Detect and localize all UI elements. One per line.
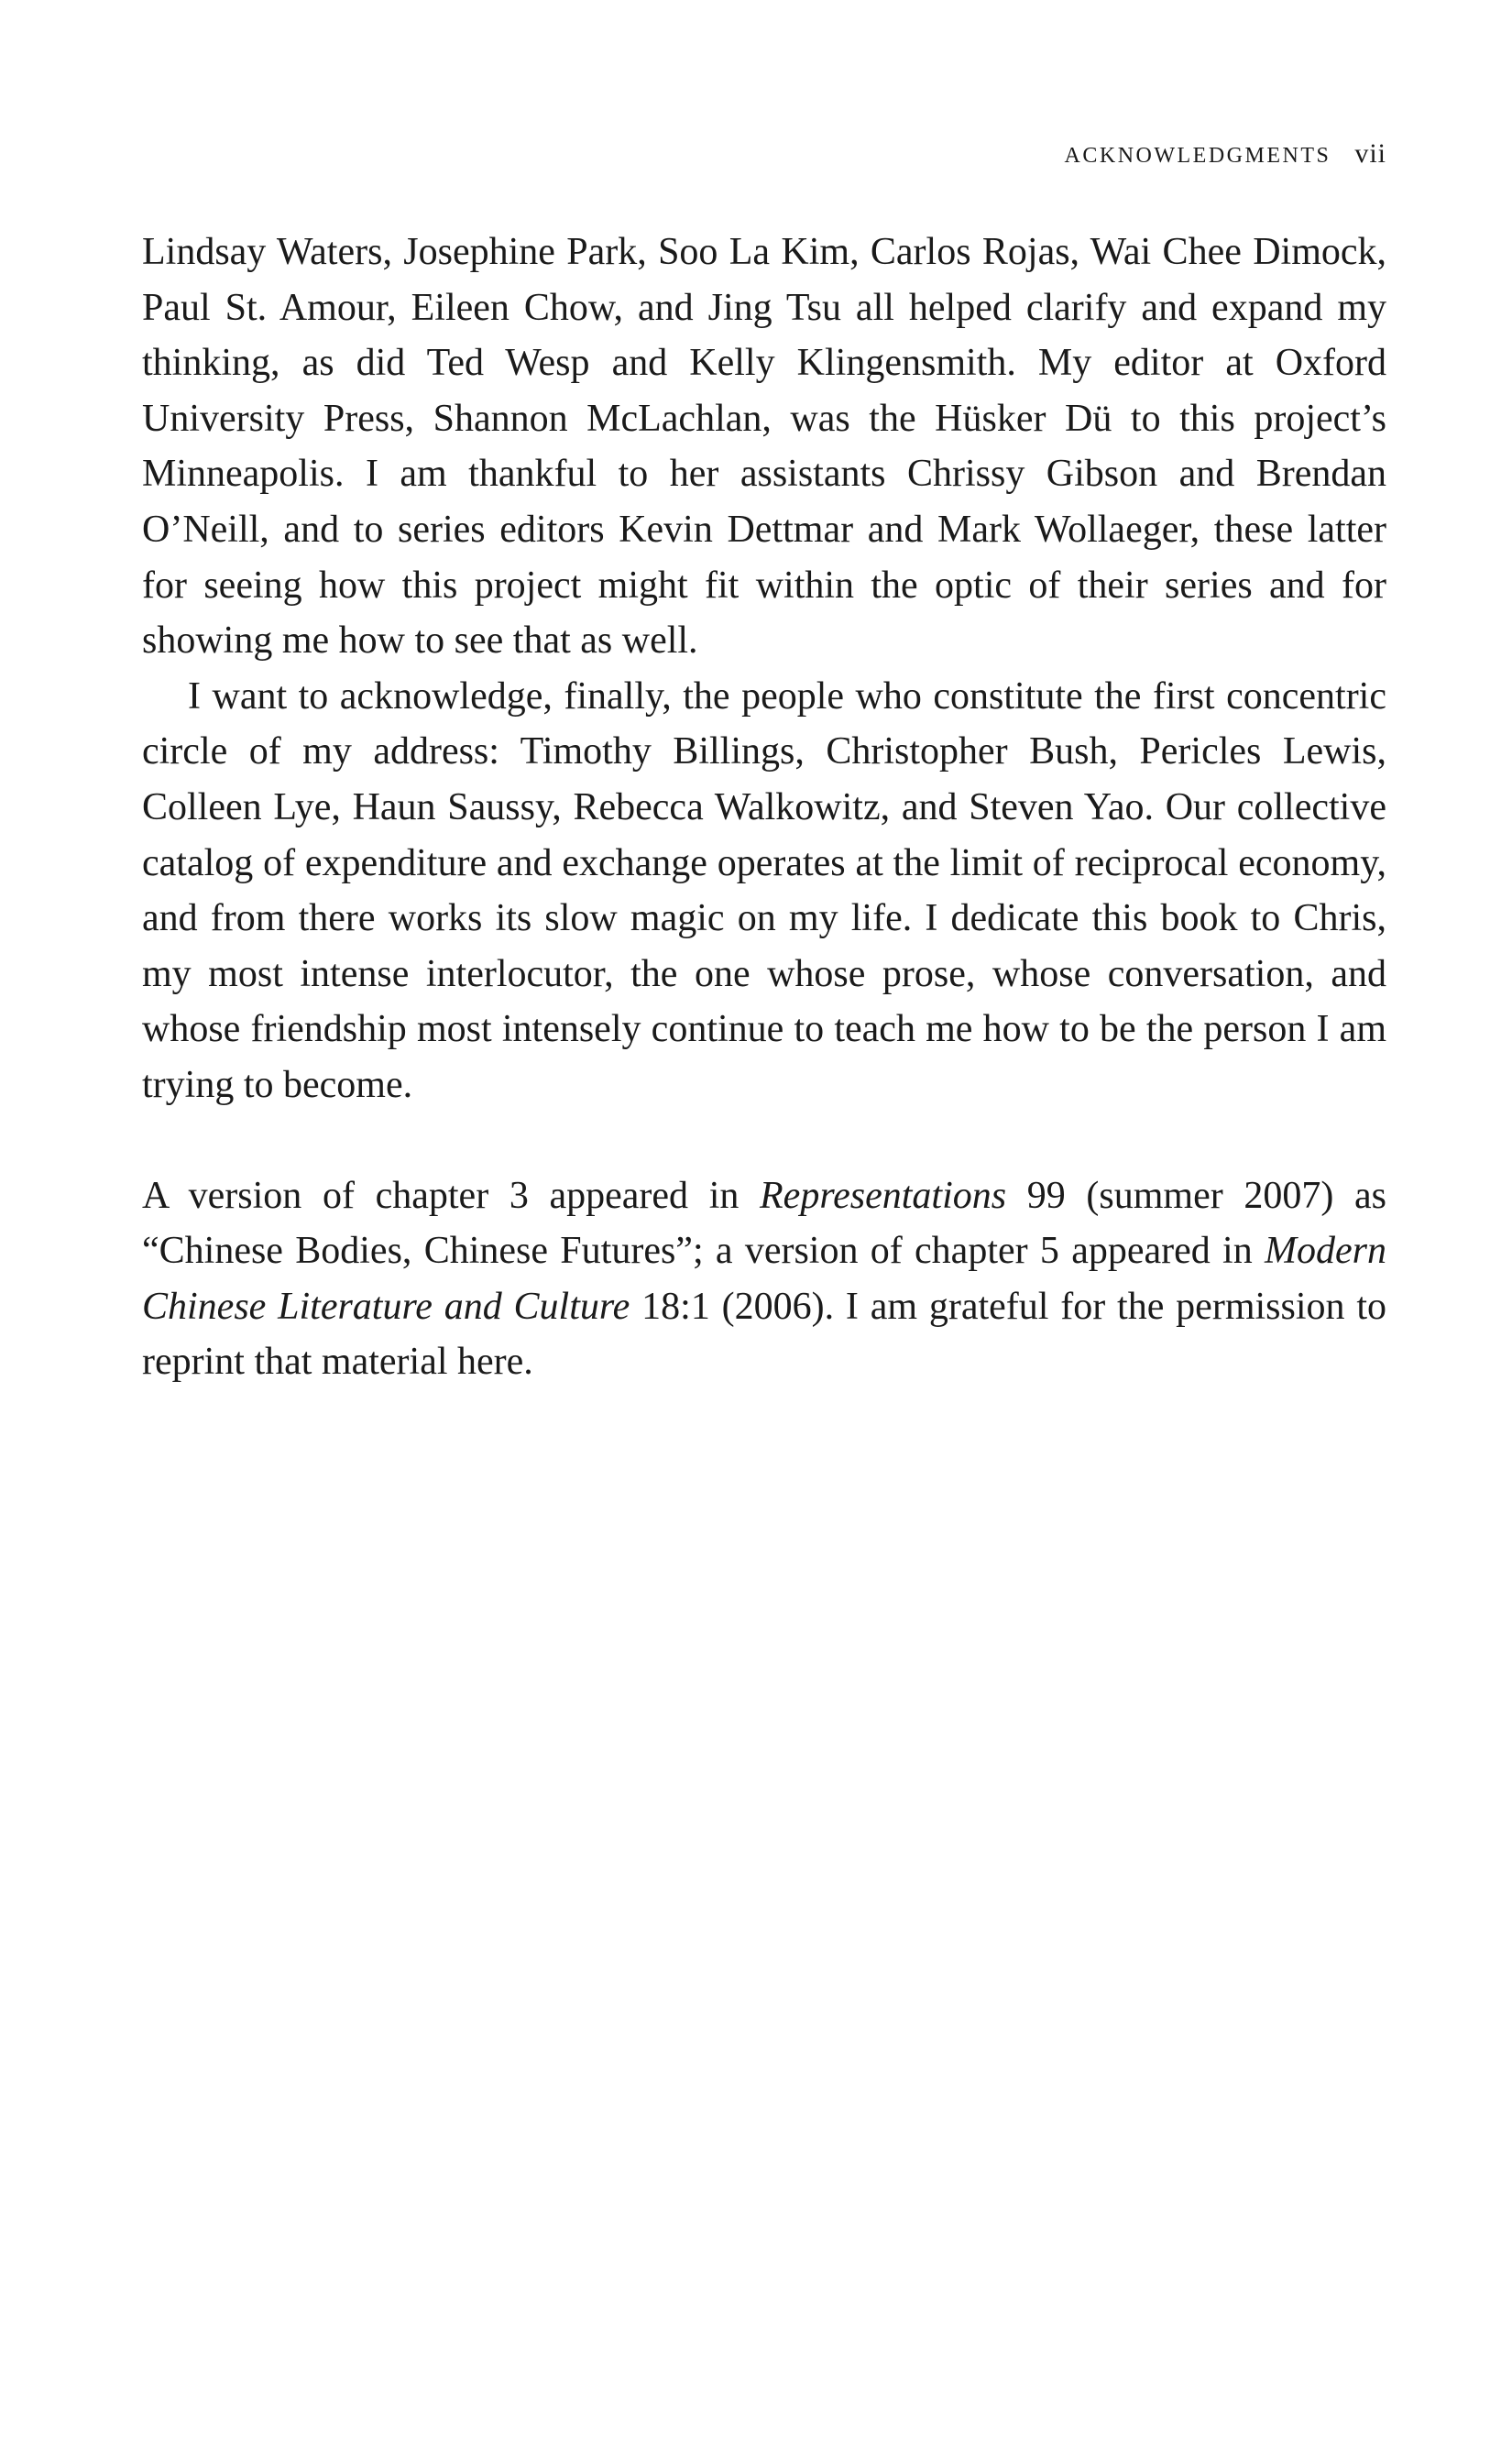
body-text — [142, 225, 1386, 1390]
credits-text-1: A version of chapter 3 appeared in — [142, 1174, 761, 1217]
credits-text-2: 99 (summer 2007) as “Chinese Bodies, Chinese Futures”; a version of chapter 5 appeared in — [142, 1174, 1386, 1273]
credits-journal-title-2: Modern Chinese Literature and Culture — [142, 1230, 1386, 1328]
running-head-title: ACKNOWLEDGMENTS — [1064, 144, 1331, 168]
credits-text-3: 18:1 (2006). I am grateful for the permission to reprint that material here. — [142, 1285, 1386, 1384]
credits-journal-title-1: Representations — [760, 1174, 1007, 1217]
paragraph-2: I want to acknowledge, finally, the people who constitute the first concentric circle of my address: Timothy Billings, Christopher Bush, Pericles Lewis, Colleen Lye, Haun Saussy, Rebecca Walkowitz, and Steven Yao. Our collective catalog of expenditure and exchange operates at the limit of reciprocal economy, and from there works its slow magic on my life. I dedicate this book to Chris, my most intense interlocutor, the one whose prose, whose conversation, and whose friendship most intensely continue to teach me how to be the person I am trying to become. — [142, 674, 1386, 1106]
page-number: vii — [1354, 138, 1386, 169]
paragraph-1: Lindsay Waters, Josephine Park, Soo La Kim, Carlos Rojas, Wai Chee Dimock, Paul St. Amour, Eileen Chow, and Jing Tsu all helped clarify and expand my thinking, as did Ted Wesp and Kelly Klingensmith. My editor at Oxford University Press, Shannon McLachlan, was the Hüsker Dü to this project’s Minneapolis. I am thankful to her assistants Chrissy Gibson and Brendan O’Neill, and to series editors Kevin Dettmar and Mark Wollaeger, these latter for seeing how this project might fit within the optic of their series and for showing me how to see that as well. — [142, 231, 1386, 663]
credits-paragraph — [142, 1168, 1386, 1390]
running-head — [142, 136, 1386, 174]
